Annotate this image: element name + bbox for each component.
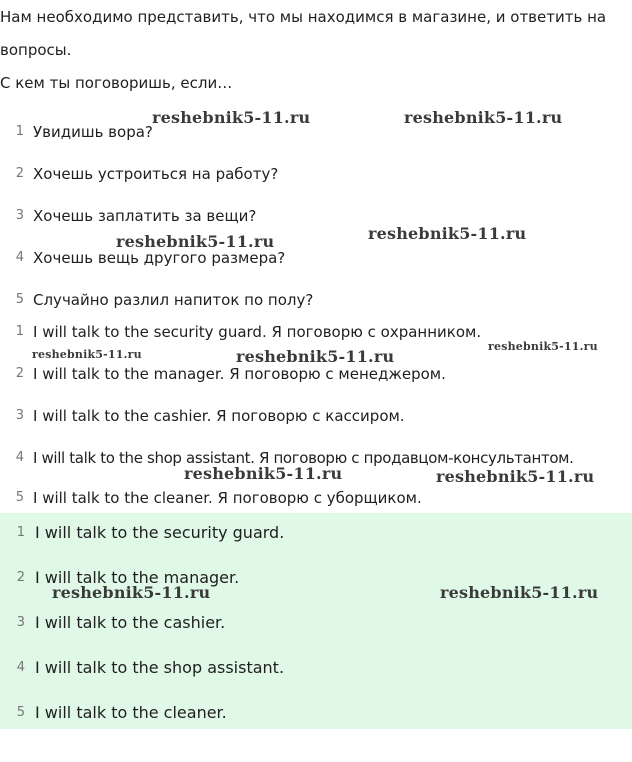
item-text: I will talk to the manager. Я поговорю с менеджером.: [33, 365, 446, 383]
item-number: 3: [15, 208, 24, 223]
watermark: reshebnik5-11.ru: [184, 464, 343, 483]
watermark: reshebnik5-11.ru: [404, 108, 563, 127]
watermark: reshebnik5-11.ru: [436, 467, 595, 486]
item-number: 4: [15, 250, 24, 265]
item-text: Хочешь устроиться на работу?: [33, 165, 279, 183]
item-number: 2: [15, 366, 24, 381]
item-number: 3: [16, 615, 25, 630]
item-number: 4: [15, 450, 24, 465]
item-number: 1: [15, 324, 24, 339]
item-text: I will talk to the security guard. Я поговорю с охранником.: [33, 323, 482, 341]
item-number: 5: [16, 705, 25, 720]
item-text: I will talk to the security guard.: [35, 523, 285, 542]
item-text: I will talk to the shop assistant.: [35, 658, 285, 677]
watermark: reshebnik5-11.ru: [440, 583, 599, 602]
item-number: 1: [15, 124, 24, 139]
watermark: reshebnik5-11.ru: [32, 348, 142, 361]
intro-line-3: С кем ты поговоришь, если…: [0, 74, 233, 92]
item-number: 1: [16, 525, 25, 540]
intro-line-2: вопросы.: [0, 41, 72, 59]
answers-panel: [0, 513, 632, 729]
item-number: 5: [15, 490, 24, 505]
watermark: reshebnik5-11.ru: [488, 340, 598, 353]
item-text: Хочешь заплатить за вещи?: [33, 207, 257, 225]
item-text: I will talk to the manager.: [35, 568, 240, 587]
item-text: Хочешь вещь другого размера?: [33, 249, 286, 267]
watermark: reshebnik5-11.ru: [152, 108, 311, 127]
watermark: reshebnik5-11.ru: [236, 347, 395, 366]
item-text: I will talk to the shop assistant. Я поговорю с продавцом-консультантом.: [33, 449, 574, 467]
item-text: I will talk to the cleaner.: [35, 703, 227, 722]
item-text: I will talk to the cashier.: [35, 613, 226, 632]
watermark: reshebnik5-11.ru: [368, 224, 527, 243]
item-number: 5: [15, 292, 24, 307]
watermark: reshebnik5-11.ru: [116, 232, 275, 251]
item-text: I will talk to the cleaner. Я поговорю с уборщиком.: [33, 489, 422, 507]
item-text: I will talk to the cashier. Я поговорю с кассиром.: [33, 407, 405, 425]
watermark: reshebnik5-11.ru: [52, 583, 211, 602]
item-number: 2: [15, 166, 24, 181]
item-text: Увидишь вора?: [33, 123, 153, 141]
intro-line-1: Нам необходимо представить, что мы находимся в магазине, и ответить на: [0, 8, 607, 26]
item-text: Случайно разлил напиток по полу?: [33, 291, 314, 309]
item-number: 4: [16, 660, 25, 675]
item-number: 3: [15, 408, 24, 423]
item-number: 2: [16, 570, 25, 585]
